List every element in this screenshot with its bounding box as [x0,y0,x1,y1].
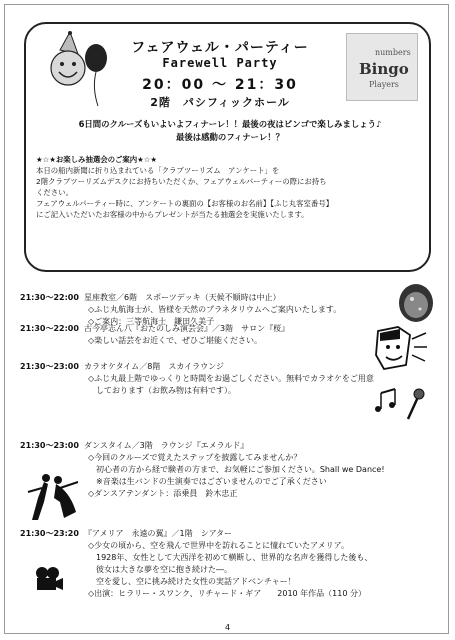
event-detail-line: 彼女は大きな夢を空に抱き続けた―。 [88,565,232,574]
event-title: カラオケタイム／8階 スカイラウンジ [84,362,224,371]
comedian-face-icon [370,325,428,375]
lottery-line: 2階クラブツーリズムデスクにお持ちいただくか、フェアウェルパーティーの際にお持ち [36,177,327,186]
party-message-line: 最後は感動のフィナーレ！？ [175,132,285,142]
party-subtitle: Farewell Party [162,56,278,70]
event-details [88,335,388,347]
microphone-music-notes-icon [368,383,428,423]
lottery-notice [36,154,420,220]
party-title: フェアウェル・パーティー [131,40,309,56]
event-time: 21:30～22:00 [20,324,79,333]
event-time: 21:30～23:00 [20,441,79,450]
event-details [88,452,388,500]
event-details [88,540,388,600]
event-title: 星座教室／6階 スポーツデッキ（天候不順時は中止） [84,293,281,302]
event-detail-line: ※音楽は生バンドの生演奏ではございませんのでご了承ください [88,477,327,486]
event-detail-line: ◇楽しい話芸をお近くで、ぜひご堪能ください。 [88,336,262,345]
microphone-icon [408,389,424,419]
event-time: 21:30～23:20 [20,529,79,538]
smiley-face-icon [51,51,85,85]
lottery-line: ください。 [36,188,73,197]
party-message [40,118,420,144]
faded-header-strip [150,7,420,17]
night-sky-photo-icon [398,283,434,323]
event-title: ダンスタイム／3階 ラウンジ『エメラルド』 [84,441,249,450]
event-time: 21:30～23:00 [20,362,79,371]
bingo-word-cloud-image [346,33,418,101]
bingo-word-bingo: Bingo [359,60,409,78]
event-detail-line: ◇ご案内：三等航海士 鎌田久美子 [88,317,215,326]
party-place: 2階 パシフィックホール [150,96,290,109]
event-time: 21:30～22:00 [20,293,79,302]
event-detail-line: しております（お飲み物は有料です）。 [88,386,236,395]
event-details [88,373,388,397]
event-detail-line: ◇少女の頃から、空を飛んで世界中を訪れることに憧れていたアメリア。 [88,541,350,550]
event-title: 古今亭志ん八『おたのしみ演芸会』／3階 サロン『桜』 [84,324,290,333]
event-detail-line: 初心者の方から経で験者の方まで、お気軽にご参加ください。Shall we Dance! [88,465,385,474]
event-detail-line: ◇出演：ヒラリー・スワンク、リチャード・ギア 2010 年作品（110 分） [88,589,366,598]
dancing-couple-silhouette-icon [26,472,82,524]
event-detail-line: ◇今回のクルーズで覚えたステップを披露してみませんか？ [88,453,302,462]
lottery-heading: ★☆★お楽しみ抽選会のご案内★☆★ [36,155,158,164]
party-message-line: 6日間のクルーズもいよいよフィナーレ！！最後の夜はビンゴで楽しみましょう♪ [78,119,382,129]
lottery-line: フェアウェルパーティー時に、アンケートの裏面の【お客様のお名前】【ふじ丸客室番号】 [36,199,334,208]
page-number: 4 [224,623,231,632]
music-note-icon [375,389,395,412]
event-detail-line: 空を愛し、空に挑み続けた女性の実話アドベンチャー！ [88,577,296,586]
event-detail-line: 1928年、女性として大西洋を初めて横断し、世界的な名声を獲得した後も、 [88,553,373,562]
lottery-line: にご記入いただいたお客様の中からプレゼントが当たる抽選会を実施いたします。 [36,210,309,219]
party-time: 20：00 ～ 21：30 [142,77,298,93]
lottery-line: 本日の船内新聞に折り込まれている「クラブツーリズム アンケート」を [36,166,280,175]
event-detail-line: ◇ふじ丸航海士が、皆様を天然のプラネタリウムへご案内いたします。 [88,305,342,314]
event-title: 『アメリア 永遠の翼』／1階 シアター [84,529,233,538]
movie-camera-icon [34,566,64,592]
event-detail-line: ◇ふじ丸最上階でゆっくりと時間をお過ごしください。無料でカラオケをご用意 [88,374,374,383]
bingo-word-players: Players [369,80,399,89]
bingo-word-numbers: numbers [375,48,411,57]
event-detail-line: ◇ダンスアテンダント：添乗員 鈴木忠正 [88,489,238,498]
